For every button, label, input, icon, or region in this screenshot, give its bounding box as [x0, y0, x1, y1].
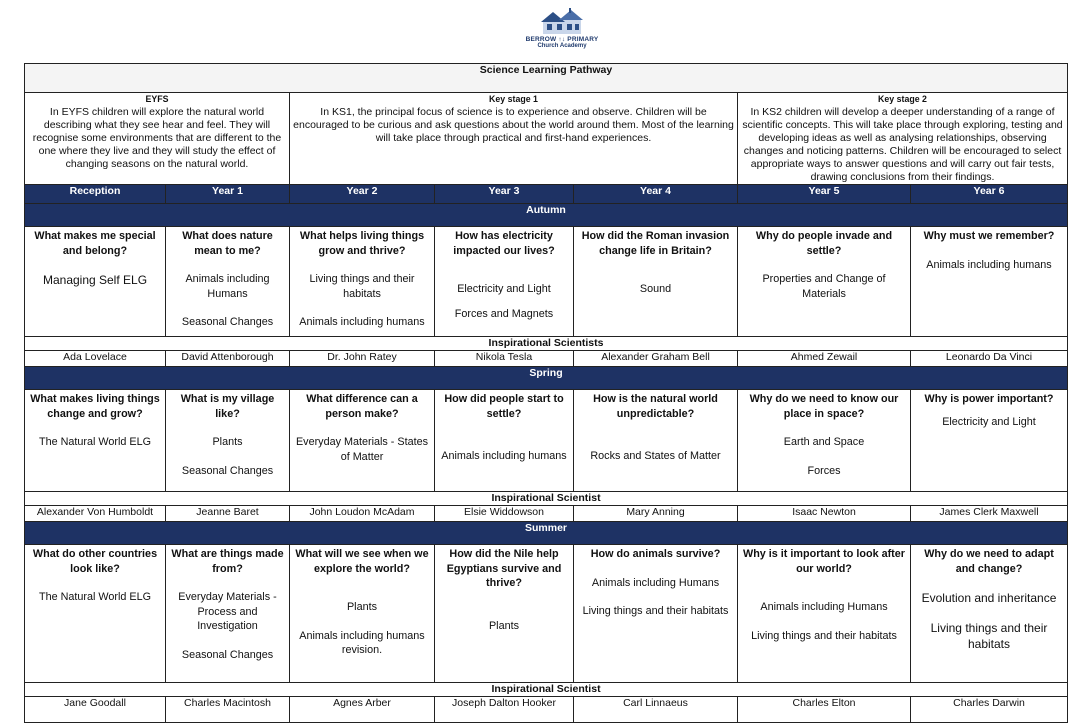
year-header: Year 3	[435, 185, 574, 204]
scientist: Joseph Dalton Hooker	[435, 697, 574, 723]
scientist: Agnes Arber	[290, 697, 435, 723]
topic: Animals including Humans	[185, 273, 270, 300]
scientist: Jeanne Baret	[166, 506, 290, 522]
topic: Sound	[639, 283, 672, 295]
topic: Electricity and Light	[942, 415, 1036, 428]
stage-heading: Key stage 1	[489, 94, 538, 104]
logo-subtitle: Church Academy	[537, 43, 587, 49]
spring-cell-year3	[435, 390, 574, 492]
enquiry-question: How has electricity impacted our lives?	[453, 230, 555, 257]
scientists-heading: Inspirational Scientists	[25, 337, 1068, 351]
enquiry-question: What helps living things grow and thrive?	[299, 230, 425, 257]
enquiry-question: What will we see when we explore the world?	[295, 548, 429, 575]
topic: The Natural World ELG	[38, 591, 151, 603]
scientist: David Attenborough	[166, 351, 290, 367]
topic: Living things and their habitats	[309, 273, 415, 300]
enquiry-question: What is my village like?	[180, 393, 275, 420]
scientist: Charles Macintosh	[166, 697, 290, 723]
topic: Forces	[807, 464, 841, 477]
year-header: Year 4	[574, 185, 738, 204]
enquiry-question: How did the Nile help Egyptians survive and thrive?	[446, 548, 562, 589]
enquiry-question: Why do we need to adapt and change?	[924, 548, 1054, 575]
stage-heading: Key stage 2	[878, 94, 927, 104]
topic: Earth and Space	[783, 436, 865, 448]
year-header: Reception	[25, 185, 166, 204]
enquiry-question: How do animals survive?	[590, 548, 721, 560]
stage-eyfs	[25, 93, 290, 185]
year-header: Year 1	[166, 185, 290, 204]
enquiry-question: What makes me special and belong?	[34, 230, 156, 257]
enquiry-question: How did people start to settle?	[444, 393, 564, 420]
scientists-heading: Inspirational Scientist	[25, 492, 1068, 506]
autumn-cell-year1	[166, 227, 290, 337]
enquiry-question: How is the natural world unpredictable?	[593, 393, 718, 420]
school-logo	[517, 8, 607, 56]
year-header: Year 2	[290, 185, 435, 204]
enquiry-question: What makes living things change and grow?	[30, 393, 160, 420]
page-title: Science Learning Pathway	[25, 64, 1068, 93]
spring-cell-reception	[25, 390, 166, 492]
topic: Evolution and inheritance	[921, 591, 1057, 605]
enquiry-question: What are things made from?	[171, 548, 284, 575]
topic: Everyday Materials - States of Matter	[295, 436, 428, 463]
autumn-cell-year4	[574, 227, 738, 337]
summer-cell-reception	[25, 545, 166, 683]
topic: Managing Self ELG	[42, 273, 148, 287]
summer-cell-year3	[435, 545, 574, 683]
enquiry-question: What difference can a person make?	[306, 393, 418, 420]
year-header: Year 6	[911, 185, 1068, 204]
topic: Electricity and Light	[457, 283, 551, 295]
term-heading-autumn: Autumn	[25, 204, 1068, 227]
topic: The Natural World ELG	[38, 436, 151, 448]
autumn-cell-year6	[911, 227, 1068, 337]
term-heading-summer: Summer	[25, 522, 1068, 545]
enquiry-question: Why is it important to look after our world?	[743, 548, 905, 575]
topic: Living things and their habitats	[930, 621, 1048, 651]
topic: Animals including Humans	[760, 601, 888, 613]
scientist: Ahmed Zewail	[738, 351, 911, 367]
topic: Living things and their habitats	[751, 629, 897, 642]
topic: Seasonal Changes	[181, 648, 274, 661]
scientist: Elsie Widdowson	[435, 506, 574, 522]
scientist: Jane Goodall	[25, 697, 166, 723]
topic: Seasonal Changes	[181, 316, 274, 328]
topic: Plants	[346, 601, 377, 613]
scientist: Carl Linnaeus	[574, 697, 738, 723]
scientist: Charles Darwin	[911, 697, 1068, 723]
scientist: Nikola Tesla	[435, 351, 574, 367]
year-header: Year 5	[738, 185, 911, 204]
stage-text: In KS1, the principal focus of science is to experience and observe. Children will be encouraged to be curious and ask questions about the world around them. Most of the learning will take place through practical and first-hand experiences.	[293, 106, 734, 144]
topic: Properties and Change of Materials	[762, 273, 886, 300]
spring-cell-year6	[911, 390, 1068, 492]
enquiry-question: Why do people invade and settle?	[755, 230, 893, 257]
autumn-cell-year3	[435, 227, 574, 337]
spring-cell-year5	[738, 390, 911, 492]
topic: Animals including humans	[926, 258, 1052, 271]
topic: Rocks and States of Matter	[590, 450, 721, 462]
enquiry-question: What do other countries look like?	[32, 548, 158, 575]
summer-cell-year4	[574, 545, 738, 683]
scientist: Alexander Graham Bell	[574, 351, 738, 367]
summer-cell-year6	[911, 545, 1068, 683]
scientist: John Loudon McAdam	[290, 506, 435, 522]
stage-ks1	[290, 93, 738, 185]
autumn-cell-year2	[290, 227, 435, 337]
school-building-icon	[539, 8, 585, 36]
topic: Plants	[212, 436, 243, 448]
topic: Animals including humans	[299, 316, 425, 328]
summer-cell-year1	[166, 545, 290, 683]
scientist: Alexander Von Humboldt	[25, 506, 166, 522]
logo-name: BERROW ↑↓ PRIMARY	[525, 36, 599, 43]
topic: Animals including Humans	[591, 576, 720, 589]
summer-cell-year5	[738, 545, 911, 683]
scientist: Isaac Newton	[738, 506, 911, 522]
scientist: Leonardo Da Vinci	[911, 351, 1068, 367]
stage-text: In EYFS children will explore the natural world describing what they see hear and feel. They will recognise some environments that are different to the one where they live and they will study the effect of changing seasons on the natural world.	[32, 106, 282, 170]
topic: Everyday Materials - Process and Investigation	[178, 591, 277, 632]
learning-pathway-table	[24, 63, 1068, 723]
topic: Animals including humans	[441, 450, 567, 462]
spring-cell-year4	[574, 390, 738, 492]
scientists-heading: Inspirational Scientist	[25, 683, 1068, 697]
scientist: Ada Lovelace	[25, 351, 166, 367]
scientist: Mary Anning	[574, 506, 738, 522]
spring-cell-year2	[290, 390, 435, 492]
scientist: James Clerk Maxwell	[911, 506, 1068, 522]
topic: Animals including humans revision.	[299, 629, 425, 656]
autumn-cell-reception	[25, 227, 166, 337]
stage-text: In KS2 children will develop a deeper understanding of a range of scientific concepts. This will take place through exploring, testing and developing ideas as well as analysing relationships, observing changes and noticing patterns. Children will be encouraged to select appropriate ways to answer questions and will carry out fair tests, drawing conclusions from their findings.	[742, 106, 1063, 183]
enquiry-question: Why do we need to know our place in space?	[749, 393, 899, 420]
topic: Forces and Magnets	[454, 307, 554, 320]
summer-cell-year2	[290, 545, 435, 683]
enquiry-question: How did the Roman invasion change life in Britain?	[581, 230, 730, 257]
enquiry-question: Why must we remember?	[923, 230, 1055, 242]
enquiry-question: Why is power important?	[924, 393, 1054, 405]
autumn-cell-year5	[738, 227, 911, 337]
spring-cell-year1	[166, 390, 290, 492]
term-heading-spring: Spring	[25, 367, 1068, 390]
topic: Seasonal Changes	[181, 464, 274, 477]
stage-heading: EYFS	[145, 94, 169, 104]
scientist: Dr. John Ratey	[290, 351, 435, 367]
topic: Living things and their habitats	[582, 605, 729, 617]
scientist: Charles Elton	[738, 697, 911, 723]
stage-ks2	[738, 93, 1068, 185]
topic: Plants	[488, 619, 519, 632]
enquiry-question: What does nature mean to me?	[182, 230, 273, 257]
